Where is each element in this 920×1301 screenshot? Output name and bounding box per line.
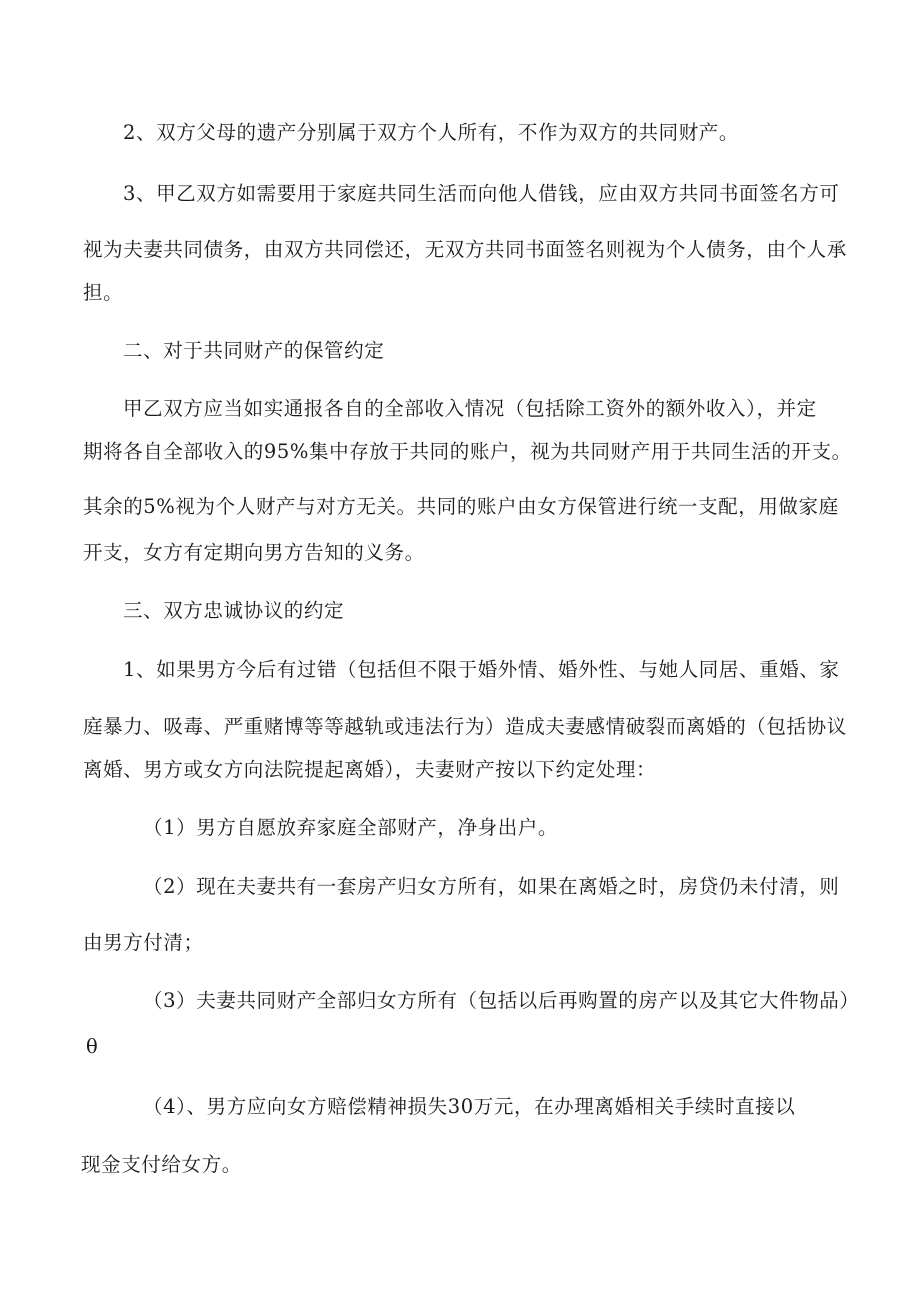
section-2-text-line-3: 其余的5%视为个人财产与对方无关。共同的账户由女方保管进行统一支配，用做家庭 [83,495,839,518]
section-3-heading: 三、双方忠诚协议的约定 [123,599,345,622]
section-2-text-line-2: 期将各自全部收入的95%集中存放于共同的账户，视为共同财产用于共同生活的开支。 [83,440,852,463]
section-3-clause-1-line-3: 离婚、男方或女方向法院提起离婚），夫妻财产按以下约定处理： [83,758,657,781]
section-3-clause-1-line-1: 1、如果男方今后有过错（包括但不限于婚外情、婚外性、与她人同居、重婚、家 [123,658,840,681]
item-3-text-line-2: θ [86,1035,99,1058]
item-2-text-line-1: （2）现在夫妻共有一套房产归女方所有，如果在离婚之时，房贷仍未付清，则 [143,875,840,898]
section-2-text-line-4: 开支，女方有定期向男方告知的义务。 [83,541,425,564]
clause-3-text-line-3: 担。 [83,281,124,304]
item-4-text-line-2: 现金支付给女方。 [81,1153,242,1176]
section-2-heading: 二、对于共同财产的保管约定 [123,339,385,362]
section-3-clause-1-line-2: 庭暴力、吸毒、严重赌博等等越轨或违法行为）造成夫妻感情破裂而离婚的（包括协议 [83,715,847,738]
item-2-text-line-2: 由男方付清； [83,931,204,954]
clause-3-text-line-2: 视为夫妻共同债务，由双方共同偿还，无双方共同书面签名则视为个人债务，由个人承 [83,238,847,261]
item-3-text-line-1: （3）夫妻共同财产全部归女方所有（包括以后再购置的房产以及其它大件物品） [143,989,860,1012]
item-4-text-line-1: （4）、男方应向女方赔偿精神损失30万元，在办理离婚相关手续时直接以 [143,1095,796,1118]
item-1-text: （1）男方自愿放弃家庭全部财产，净身出户。 [143,816,559,839]
section-2-text-line-1: 甲乙双方应当如实通报各自的全部收入情况（包括除工资外的额外收入），并定 [123,397,817,420]
clause-3-text-line-1: 3、甲乙双方如需要用于家庭共同生活而向他人借钱，应由双方共同书面签名方可 [123,182,840,205]
clause-2-text: 2、双方父母的遗产分别属于双方个人所有，不作为双方的共同财产。 [123,121,740,144]
